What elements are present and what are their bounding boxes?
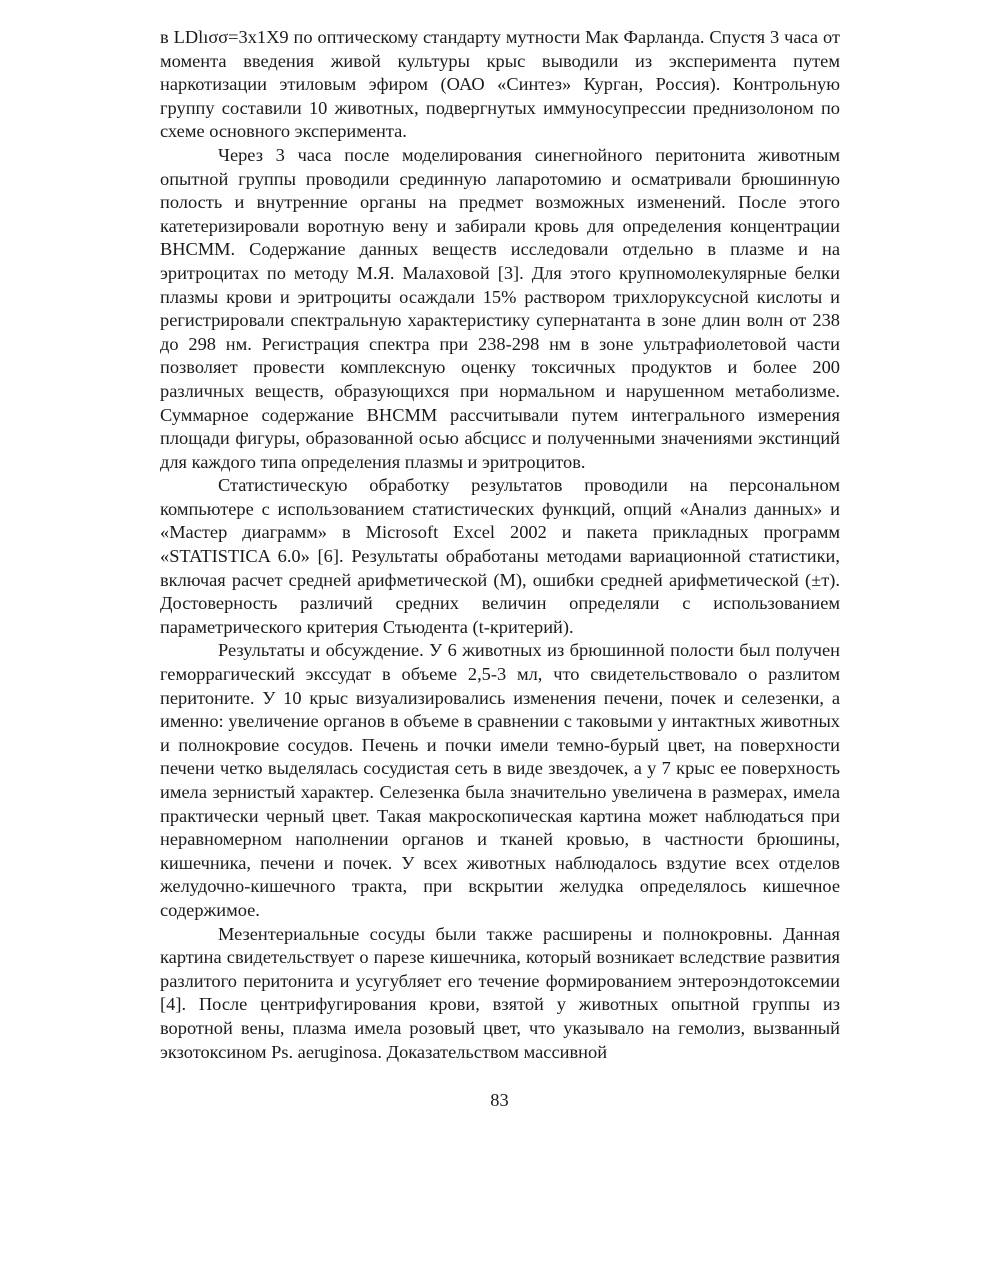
paragraph-1: в LDlıσσ=3х1Х9 по оптическому стандарту мутности Мак Фарланда. Спустя 3 часа от момента введения живой культуры крыс выводили из эксперимента путем наркотизации этиловым эфиром (ОАО «Синтез» Курган, Россия). Контрольную группу составили 10 животных, подвергнутых иммуносупрессии преднизолоном по схеме основного эксперимента. [160, 27, 840, 142]
paragraph-3: Статистическую обработку результатов проводили на персональном компьютере с использованием статистических функций, опций «Анализ данных» и «Мастер диаграмм» в Microsoft Excel 2002 и пакета прикладных программ «STATISTICA 6.0» [6]. Результаты обработаны методами вариационной статистики, включая расчет средней арифметической (М), ошибки средней арифметической (±т). Достоверность различий средних величин определяли с использованием параметрического критерия Стьюдента (t-критерий). [160, 475, 840, 637]
body-text [160, 26, 840, 1064]
paragraph-4: Результаты и обсуждение. У 6 животных из брюшинной полости был получен геморрагический экссудат в объеме 2,5-3 мл, что свидетельствовало о разлитом перитоните. У 10 крыс визуализировались изменения печени, почек и селезенки, а именно: увеличение органов в объеме в сравнении с таковыми у интактных животных и полнокровие сосудов. Печень и почки имели темно-бурый цвет, на поверхности печени четко выделялась сосудистая сеть в виде звездочек, а у 7 крыс ее поверхность имела зернистый характер. Селезенка была значительно увеличена в размерах, имела практически черный цвет. Такая макроскопическая картина может наблюдаться при неравномерном наполнении органов и тканей кровью, в частности брюшины, кишечника, печени и почек. У всех животных наблюдалось вздутие всех отделов желудочно-кишечного тракта, при вскрытии желудка определялось кишечное содержимое. [160, 640, 840, 920]
paragraph-2: Через 3 часа после моделирования синегнойного перитонита животным опытной группы проводили срединную лапаротомию и осматривали брюшинную полость и внутренние органы на предмет возможных изменений. После этого катетеризировали воротную вену и забирали кровь для определения концентрации ВНСММ. Содержание данных веществ исследовали отдельно в плазме и на эритроцитах по методу М.Я. Малаховой [3]. Для этого крупномолекулярные белки плазмы крови и эритроциты осаждали 15% раствором трихлоруксусной кислоты и регистрировали спектральную характеристику супернатанта в зоне длин волн от 238 до 298 нм. Регистрация спектра при 238-298 нм в зоне ультрафиолетовой части позволяет провести комплексную оценку токсичных продуктов и более 200 различных веществ, образующихся при нормальном и нарушенном метаболизме. Суммарное содержание ВНСММ рассчитывали путем интегрального измерения площади фигуры, образованной осью абсцисс и полученными значениями экстинций для каждого типа определения плазмы и эритроцитов. [160, 144, 840, 472]
page-number: 83 [490, 1090, 509, 1110]
paragraph-5: Мезентериальные сосуды были также расширены и полнокровны. Данная картина свидетельствует о парезе кишечника, который возникает вследствие развития разлитого перитонита и усугубляет его течение формированием энтероэндотоксемии [4]. После центрифугирования крови, взятой у животных опытной группы из воротной вены, плазма имела розовый цвет, что указывало на гемолиз, вызванный экзотоксином Ps. aeruginosa. Доказательством массивной [160, 923, 840, 1062]
